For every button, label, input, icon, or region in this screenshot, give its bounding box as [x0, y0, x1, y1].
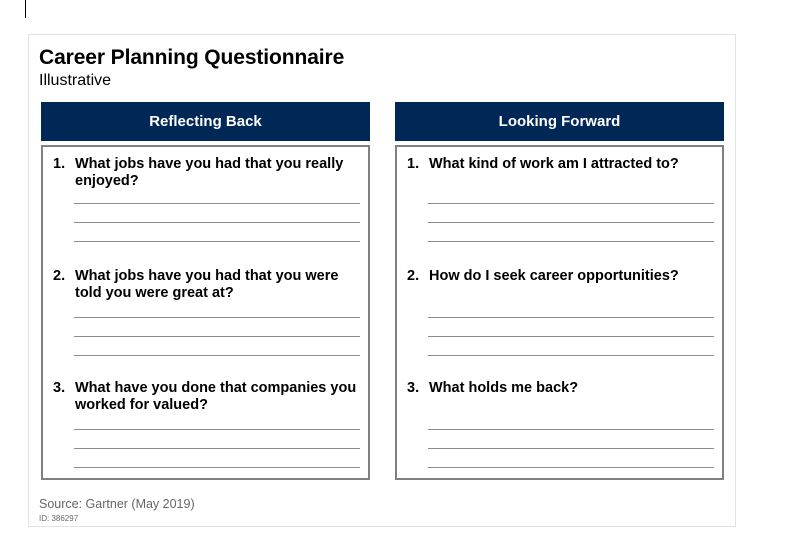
question-item	[53, 156, 358, 190]
page-subtitle: Illustrative	[39, 72, 112, 89]
answer-line[interactable]	[74, 241, 360, 242]
answer-line[interactable]	[74, 467, 360, 468]
answer-line[interactable]	[428, 241, 714, 242]
document-id: ID: 386297	[39, 514, 79, 523]
column-box-reflecting-back	[41, 145, 370, 480]
column-box-looking-forward	[395, 145, 724, 480]
question-number: 3.	[407, 380, 420, 396]
question-text: What jobs have you had that you were told you were great at?	[75, 268, 339, 301]
answer-line[interactable]	[428, 317, 714, 318]
answer-line[interactable]	[74, 448, 360, 449]
text-cursor	[25, 0, 26, 18]
question-item	[407, 156, 712, 173]
answer-line[interactable]	[74, 429, 360, 430]
question-item	[53, 268, 358, 302]
answer-line[interactable]	[74, 317, 360, 318]
answer-line[interactable]	[74, 203, 360, 204]
question-number: 3.	[53, 380, 66, 396]
question-item	[407, 268, 712, 285]
question-item	[407, 380, 712, 397]
question-number: 2.	[407, 268, 420, 284]
question-number: 1.	[407, 156, 420, 172]
source-note: Source: Gartner (May 2019)	[39, 497, 195, 511]
column-header-reflecting-back: Reflecting Back	[41, 102, 370, 141]
answer-line[interactable]	[428, 467, 714, 468]
questionnaire-card	[28, 34, 736, 527]
question-text: What have you done that companies you worked for valued?	[75, 380, 357, 413]
answer-line[interactable]	[428, 355, 714, 356]
question-number: 2.	[53, 268, 66, 284]
answer-line[interactable]	[428, 429, 714, 430]
page-title: Career Planning Questionnaire	[39, 46, 345, 69]
answer-line[interactable]	[428, 203, 714, 204]
answer-line[interactable]	[428, 222, 714, 223]
question-text: What kind of work am I attracted to?	[429, 156, 679, 172]
answer-line[interactable]	[428, 336, 714, 337]
question-number: 1.	[53, 156, 66, 172]
answer-line[interactable]	[428, 448, 714, 449]
question-text: How do I seek career opportunities?	[429, 268, 679, 284]
answer-line[interactable]	[74, 222, 360, 223]
column-header-looking-forward: Looking Forward	[395, 102, 724, 141]
answer-line[interactable]	[74, 355, 360, 356]
question-text: What jobs have you had that you really enjoyed?	[75, 156, 344, 189]
question-item	[53, 380, 358, 414]
answer-line[interactable]	[74, 336, 360, 337]
question-text: What holds me back?	[429, 380, 579, 396]
